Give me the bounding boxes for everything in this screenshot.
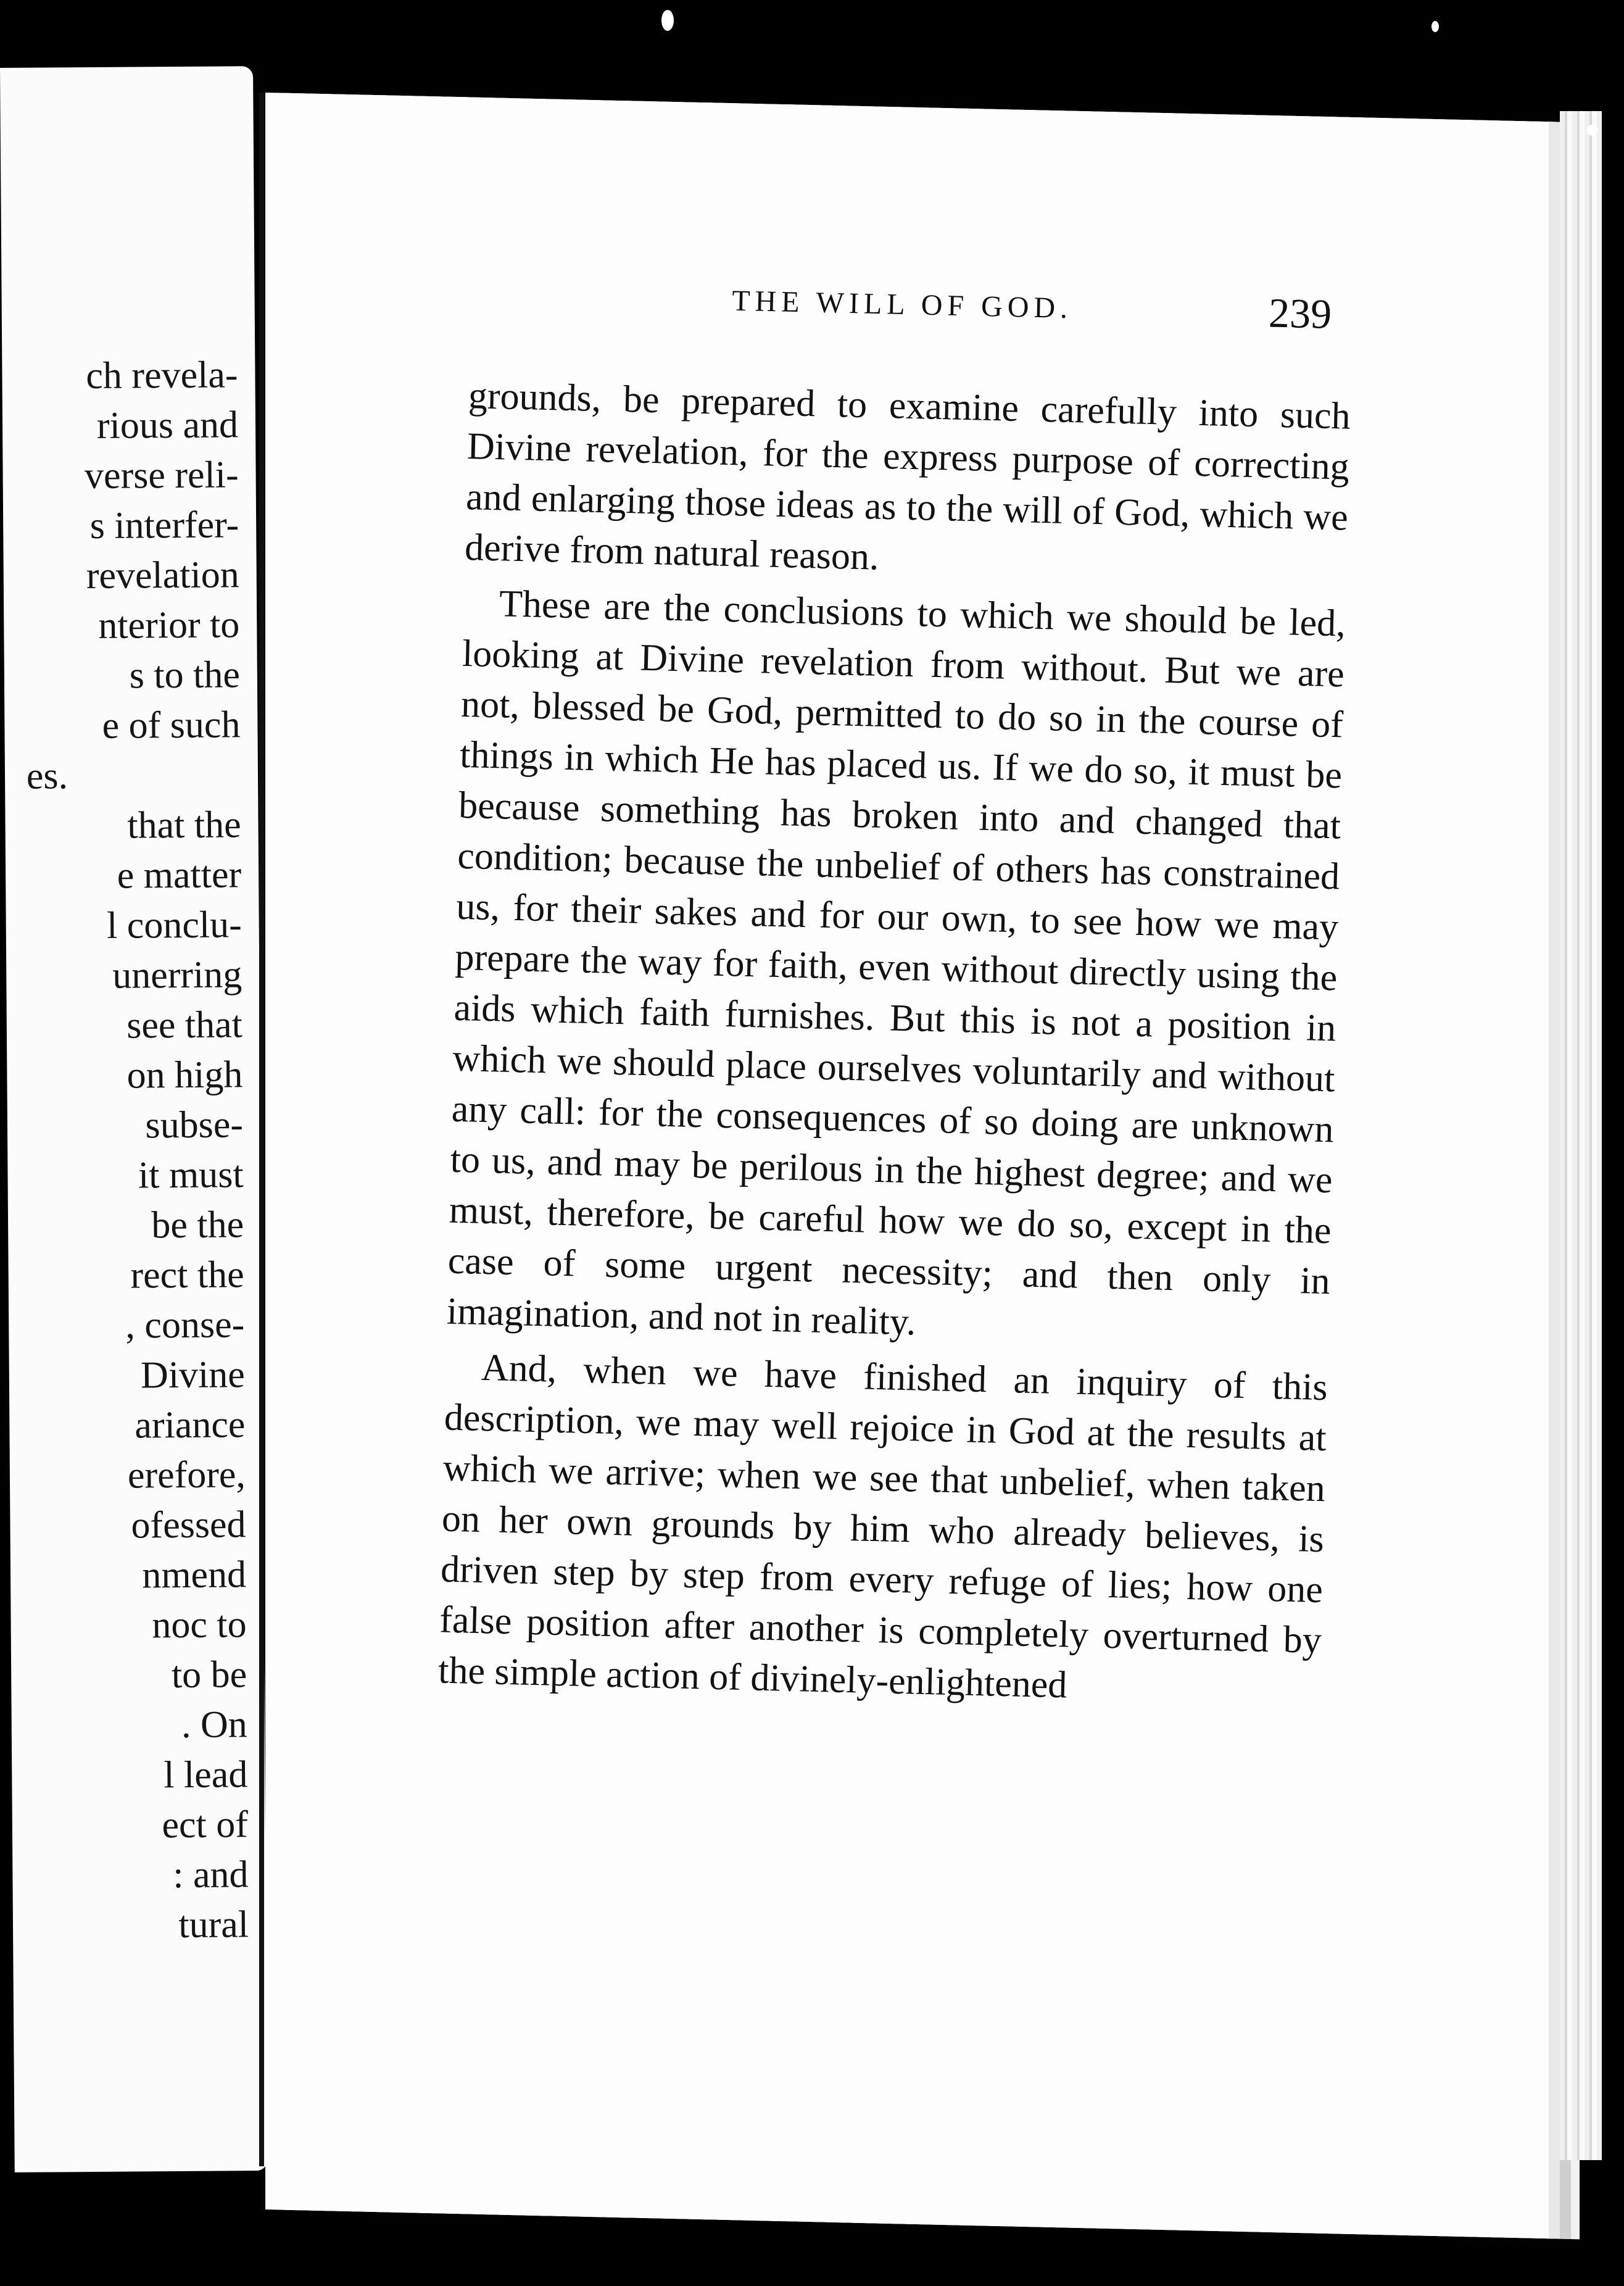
left-page-line: , conse-	[125, 1303, 245, 1347]
left-book-page	[0, 66, 268, 2172]
left-page-line: s to the	[129, 654, 241, 697]
left-page-line: l conclu-	[106, 904, 242, 947]
left-page-line: erefore,	[127, 1453, 246, 1497]
left-page-line: ariance	[135, 1403, 246, 1447]
left-page-line: to be	[171, 1653, 247, 1697]
scan-dust-mark	[1587, 125, 1598, 136]
left-page-line: l lead	[164, 1753, 248, 1797]
running-title: THE WILL OF GOD.	[731, 284, 1073, 325]
left-page-line: Divine	[140, 1353, 246, 1397]
paragraph-inquiry: And, when we have finished an inquiry of this description, we may well rejoice in God at the results at which we arrive; when we see that unbelief, when taken on her own grounds by him who already believes, is driven step by step from every refuge of lies; how one false position after another is completely overturned by the simple action of divinely-enlightened	[437, 1346, 1328, 1706]
left-page-line: tural	[178, 1903, 249, 1947]
left-page-line: unerring	[112, 954, 242, 997]
left-page-line: e matter	[117, 854, 242, 897]
paragraph-conclusions: These are the conclusions to which we should be led, looking at Divine revelation from without. But we are not, blessed be God, permitted to do so in the course of things in which He has placed us. If we do so, it must be because something has broken into and changed that condition; because the unbelief of others has constrained us, for their sakes and for our own, to see how we may prepare the way for faith, even without directly using the aids which faith furnishes. But this is not a position in which we should place ourselves voluntarily and without any call: for the consequences of so doing are unknown to us, and may be perilous in the highest degree; and we must, therefore, be careful how we do so, except in the case of some urgent necessity; and then only in imagination, and not in reality.	[446, 583, 1346, 1344]
left-page-line: es.	[26, 755, 68, 797]
left-page-line: subse-	[145, 1104, 244, 1147]
left-page-line: revelation	[86, 554, 239, 597]
left-page-line: that the	[127, 804, 241, 847]
left-page-line: nmend	[142, 1553, 247, 1597]
left-page-line: s interfer-	[89, 504, 239, 547]
page-number: 239	[1268, 289, 1332, 338]
left-page-line: e of such	[102, 704, 241, 747]
book-gutter-shadow	[259, 93, 264, 2166]
left-page-line: nterior to	[98, 604, 240, 647]
page-edge-texture	[1560, 111, 1602, 2160]
left-page-line: verse reli-	[84, 454, 239, 497]
page-body	[437, 370, 1351, 1716]
left-page-line: see that	[126, 1004, 243, 1047]
left-page-line: ect of	[162, 1803, 249, 1847]
left-page-line: on high	[126, 1054, 243, 1097]
left-page-line: rious and	[96, 404, 239, 447]
left-page-line: rect the	[130, 1253, 244, 1297]
left-page-line: be the	[151, 1203, 244, 1247]
paragraph-continuation: grounds, be prepared to examine carefully into such Divine revelation, for the express purpose of correcting and enlarging those ideas as to the will of God, which we derive from natural reason.	[464, 374, 1351, 578]
left-page-line: it must	[138, 1153, 244, 1197]
left-page-line: noc to	[152, 1603, 247, 1647]
scan-dust-mark	[661, 10, 674, 31]
scan-dust-mark	[1431, 21, 1439, 32]
left-page-line: . On	[181, 1703, 247, 1747]
left-page-line: ofessed	[131, 1503, 246, 1547]
left-page-line: ch revela-	[86, 354, 238, 397]
left-page-line: : and	[172, 1853, 249, 1897]
